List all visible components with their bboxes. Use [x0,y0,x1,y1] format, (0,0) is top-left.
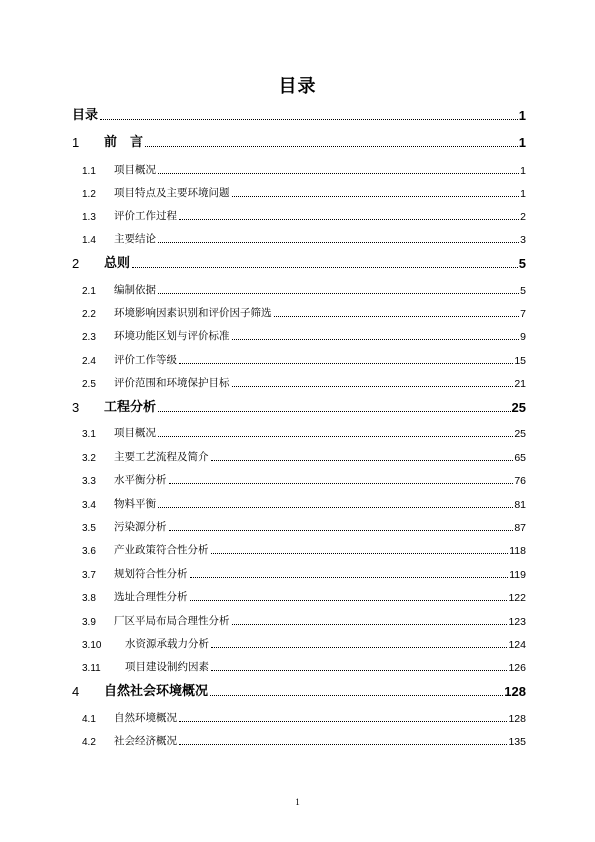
toc-entry-label: 项目建设制约因素 [125,661,209,673]
toc-entry-page: 5 [518,256,526,271]
toc-entry-label: 选址合理性分析 [114,591,188,603]
page-title: 目录 [278,76,317,96]
toc-entry-label: 工程分析 [104,399,157,414]
toc-entry-label: 项目概况 [114,427,156,439]
toc-entry-number: 1.1 [82,166,96,177]
toc-entry-page: 2 [520,211,526,223]
toc-entry-number: 4 [72,684,80,699]
toc-leader [158,506,513,508]
toc-entry[interactable] [82,471,526,487]
toc-leader [232,623,508,625]
toc-entry-page: 65 [514,452,526,464]
toc-entry-number: 4.1 [82,714,96,725]
toc-entry-number: 2.2 [82,309,96,320]
toc-entry-label: 环境影响因素识别和评价因子筛选 [114,307,272,319]
toc-entry-number: 3 [72,400,80,415]
toc-leader [158,410,511,412]
toc-entry-page: 118 [509,545,526,557]
toc-leader [190,599,508,601]
toc-entry-number: 2.5 [82,379,96,390]
toc-entry-number: 1.4 [82,235,96,246]
toc-entry-label: 目录 [72,107,99,122]
toc-entry-page: 5 [520,285,526,297]
toc-entry[interactable] [82,732,526,748]
toc-entry-label: 项目特点及主要环境问题 [114,187,230,199]
toc-entry-number: 1.2 [82,189,96,200]
toc-leader [232,195,520,197]
toc-entry-number: 3.10 [82,640,102,651]
toc-entry-number: 2 [72,256,80,271]
toc-leader [179,362,513,364]
toc-leader [100,118,518,120]
toc-entry[interactable] [82,281,526,297]
toc-entry-page: 122 [508,592,526,604]
toc-entry-page: 128 [508,713,526,725]
toc-entry-number: 2.3 [82,332,96,343]
toc-entry[interactable] [82,565,526,581]
toc-entry-page: 25 [514,428,526,440]
toc-leader [211,459,514,461]
toc-entry-number: 3.3 [82,476,96,487]
toc-entry[interactable] [82,424,526,440]
toc-entry-label: 前 言 [104,134,144,149]
toc-leader [132,266,518,268]
toc-leader [169,529,514,531]
toc-entry[interactable] [82,612,526,628]
toc-entry-page: 128 [504,684,526,699]
toc-leader [179,743,507,745]
toc-entry-number: 3.7 [82,570,96,581]
toc-entry[interactable] [82,709,526,725]
toc-entry-page: 119 [509,569,526,581]
toc-entry-label: 厂区平局布局合理性分析 [114,615,230,627]
toc-leader [232,338,520,340]
toc-entry-label: 水平衡分析 [114,474,167,486]
toc-entry-number: 3.5 [82,523,96,534]
toc-entry-label: 自然社会环境概况 [104,683,209,698]
toc-entry[interactable] [72,255,526,271]
toc-leader [232,385,514,387]
toc-entry-page: 123 [508,616,526,628]
toc-leader [169,482,514,484]
toc-entry[interactable] [82,374,526,390]
toc-entry-label: 总则 [104,255,131,270]
toc-entry-label: 污染源分析 [114,521,167,533]
toc-entry-label: 评价范围和环境保护目标 [114,377,230,389]
toc-leader [274,315,520,317]
toc-entry-page: 81 [514,499,526,511]
toc-entry-number: 1.3 [82,212,96,223]
toc-entry-number: 3.4 [82,500,96,511]
toc-entry-label: 评价工作等级 [114,354,177,366]
toc-entry-label: 主要结论 [114,233,156,245]
toc-entry[interactable] [82,230,526,246]
toc-entry[interactable] [82,541,526,557]
toc-entry[interactable] [82,518,526,534]
toc-entry-label: 规划符合性分析 [114,568,188,580]
toc-entry[interactable] [82,327,526,343]
toc-leader [145,145,518,147]
toc-entry-number: 3.2 [82,453,96,464]
toc-leader [158,435,513,437]
toc-entry[interactable] [72,683,526,699]
toc-entry[interactable] [82,588,526,604]
toc-entry-page: 25 [511,400,526,415]
toc-entry-label: 社会经济概况 [114,735,177,747]
toc-entry-number: 3.8 [82,593,96,604]
toc-entry[interactable] [72,399,526,415]
toc-entry-label: 项目概况 [114,164,156,176]
toc-entry-label: 环境功能区划与评价标准 [114,330,230,342]
toc-entry-label: 水资源承载力分析 [125,638,209,650]
toc-entry-page: 1 [520,188,526,200]
toc-leader [211,646,507,648]
toc-entry[interactable] [82,448,526,464]
toc-entry-number: 3.11 [82,663,101,674]
toc-entry[interactable] [82,495,526,511]
toc-entry-page: 15 [514,355,526,367]
toc-entry-label: 自然环境概况 [114,712,177,724]
toc-leader [179,218,519,220]
toc-entry-number: 2.4 [82,356,96,367]
toc-entry-label: 评价工作过程 [114,210,177,222]
toc-leader [158,241,519,243]
toc-entry-page: 1 [518,135,526,150]
toc-entry-label: 物料平衡 [114,498,156,510]
toc-leader [211,552,509,554]
toc-entry-page: 9 [520,331,526,343]
toc-entry-number: 3.6 [82,546,96,557]
toc-leader [158,292,519,294]
toc-entry-number: 3.9 [82,617,96,628]
toc-entry-page: 21 [514,378,526,390]
toc-entry-page: 3 [520,234,526,246]
toc-entry[interactable] [82,635,526,651]
toc-leader [211,669,507,671]
toc-entry-page: 1 [518,108,526,123]
toc-leader [158,172,519,174]
toc-entry-page: 124 [508,639,526,651]
toc-entry[interactable] [82,207,526,223]
page-number: 1 [295,797,300,807]
toc-entry[interactable] [82,351,526,367]
toc-entry-page: 1 [520,165,526,177]
toc-entry[interactable] [82,658,526,674]
toc-entry[interactable] [82,161,526,177]
toc-entry-page: 135 [508,736,526,748]
toc-entry[interactable] [82,304,526,320]
toc-entry-page: 7 [520,308,526,320]
toc-entry-number: 3.1 [82,429,96,440]
toc-entry-number: 1 [72,135,80,150]
toc-leader [179,720,507,722]
toc-entry-label: 主要工艺流程及简介 [114,451,209,463]
toc-entry-number: 4.2 [82,737,96,748]
toc-entry-label: 产业政策符合性分析 [114,544,209,556]
toc-entry-page: 126 [508,662,526,674]
toc-leader [190,576,509,578]
toc-entry[interactable] [72,134,526,150]
toc-entry-label: 编制依据 [114,284,156,296]
toc-entry[interactable] [72,107,526,123]
toc-entry-page: 87 [514,522,526,534]
toc-entry-number: 2.1 [82,286,96,297]
toc-leader [210,694,503,696]
toc-entry-page: 76 [514,475,526,487]
toc-entry[interactable] [82,184,526,200]
